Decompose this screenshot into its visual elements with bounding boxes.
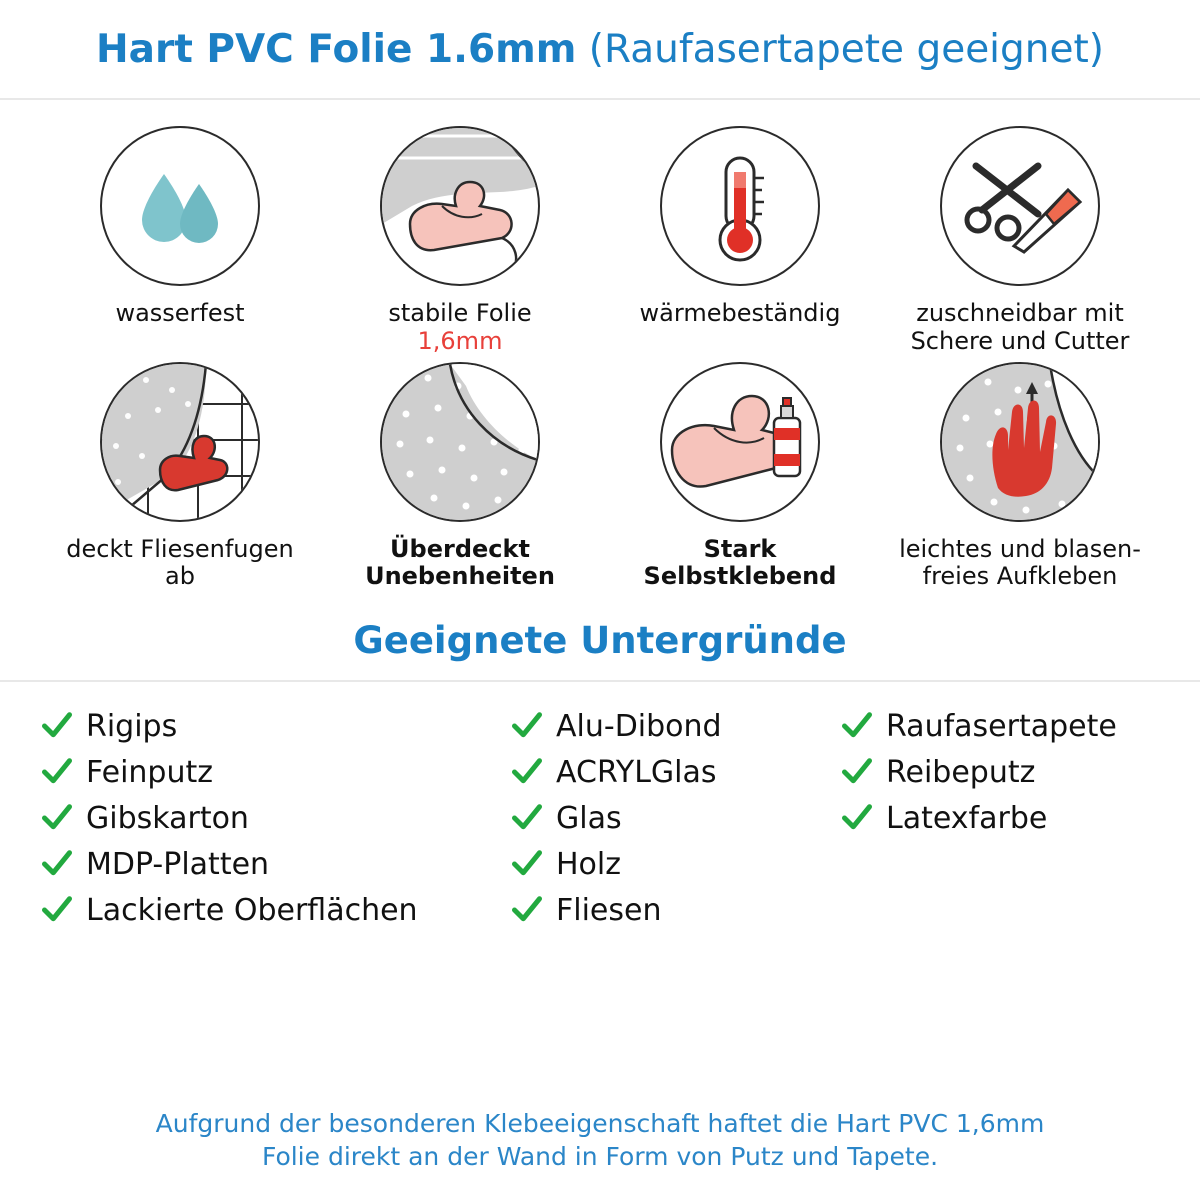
list-item-label: Holz [556, 846, 621, 882]
footer-line-2: Folie direkt an der Wand in Form von Putz und Tapete. [261, 1142, 939, 1172]
feature-label: Stark Selbstklebend [643, 534, 837, 591]
checklist-column-2 [512, 704, 842, 932]
feature-icon-circle [100, 362, 260, 522]
foil-peel-icon [382, 364, 538, 520]
list-item-label: Latexfarbe [886, 800, 1048, 836]
list-item [512, 796, 842, 840]
list-item [42, 796, 512, 840]
feature-icon-circle [660, 362, 820, 522]
feature-icon-circle [380, 126, 540, 286]
list-item-label: Feinputz [86, 754, 213, 790]
feature-caption [330, 536, 590, 592]
feature-zuschneidbar [880, 126, 1160, 356]
list-item-label: Alu-Dibond [556, 708, 722, 744]
feature-caption [890, 300, 1150, 356]
feature-selbstklebend [600, 362, 880, 592]
subheading: Geeignete Untergründe [353, 619, 847, 663]
feature-caption [388, 300, 531, 356]
scissors-cutter-icon [942, 128, 1098, 284]
feature-icon-circle [100, 126, 260, 286]
list-item-label: Fliesen [556, 892, 662, 928]
list-item-label: MDP-Platten [86, 846, 270, 882]
feature-label: Überdeckt Unebenheiten [365, 534, 555, 591]
feature-label: wasserfest [115, 299, 245, 327]
list-item-label: ACRYLGlas [556, 754, 717, 790]
feature-grid [0, 100, 1200, 591]
check-icon [42, 803, 72, 833]
thermometer-icon [662, 128, 818, 284]
check-icon [512, 895, 542, 925]
check-icon [42, 849, 72, 879]
list-item [42, 842, 512, 886]
list-item [512, 750, 842, 794]
check-icon [842, 757, 872, 787]
feature-unebenheiten [320, 362, 600, 592]
list-item [42, 750, 512, 794]
page-title-main: Hart PVC Folie 1.6mm [96, 26, 577, 72]
feature-sublabel: 1,6mm [417, 326, 503, 355]
feature-icon-circle [940, 362, 1100, 522]
feature-label: deckt Fliesenfugen ab [66, 534, 294, 591]
list-item [42, 888, 512, 932]
list-item [512, 842, 842, 886]
check-icon [842, 711, 872, 741]
subheading-section [0, 619, 1200, 682]
check-icon [512, 711, 542, 741]
hand-smooth-icon [942, 364, 1098, 520]
page-title [96, 27, 1104, 72]
check-icon [42, 757, 72, 787]
check-icon [842, 803, 872, 833]
list-item-label: Rigips [86, 708, 178, 744]
thumb-up-tiles-icon [102, 364, 258, 520]
list-item [842, 796, 1158, 840]
list-item [42, 704, 512, 748]
feature-aufkleben [880, 362, 1160, 592]
list-item-label: Glas [556, 800, 622, 836]
strong-arm-foil-icon [382, 128, 538, 284]
feature-caption [610, 536, 870, 592]
arm-glue-icon [662, 364, 818, 520]
checklist-column-1 [42, 704, 512, 932]
feature-caption [115, 300, 244, 328]
feature-label: stabile Folie [388, 299, 532, 327]
header [0, 0, 1200, 100]
feature-icon-circle [940, 126, 1100, 286]
feature-icon-circle [660, 126, 820, 286]
checklist-column-3 [842, 704, 1158, 932]
feature-icon-circle [380, 362, 540, 522]
feature-label: zuschneidbar mit Schere und Cutter [910, 299, 1130, 355]
feature-caption [50, 536, 310, 592]
list-item [512, 888, 842, 932]
list-item [842, 750, 1158, 794]
list-item-label: Reibeputz [886, 754, 1036, 790]
feature-waermebestaendig [600, 126, 880, 356]
list-item-label: Lackierte Oberflächen [86, 892, 418, 928]
list-item-label: Raufasertapete [886, 708, 1117, 744]
feature-label: leichtes und blasen- freies Aufkleben [899, 534, 1141, 591]
list-item-label: Gibskarton [86, 800, 249, 836]
water-drops-icon [102, 128, 258, 284]
page-title-paren: (Raufasertapete geeignet) [588, 26, 1104, 72]
footer-line-1: Aufgrund der besonderen Klebeeigenschaft haftet die Hart PVC 1,6mm [155, 1108, 1045, 1138]
feature-stabile-folie [320, 126, 600, 356]
check-icon [42, 895, 72, 925]
list-item [512, 704, 842, 748]
check-icon [512, 849, 542, 879]
suitable-surfaces-list [0, 682, 1200, 932]
feature-caption [640, 300, 841, 328]
footer-note [0, 1107, 1200, 1175]
feature-fliesenfugen [40, 362, 320, 592]
feature-wasserfest [40, 126, 320, 356]
check-icon [512, 803, 542, 833]
check-icon [42, 711, 72, 741]
list-item [842, 704, 1158, 748]
feature-label: wärmebeständig [639, 299, 841, 327]
check-icon [512, 757, 542, 787]
feature-caption [890, 536, 1150, 592]
